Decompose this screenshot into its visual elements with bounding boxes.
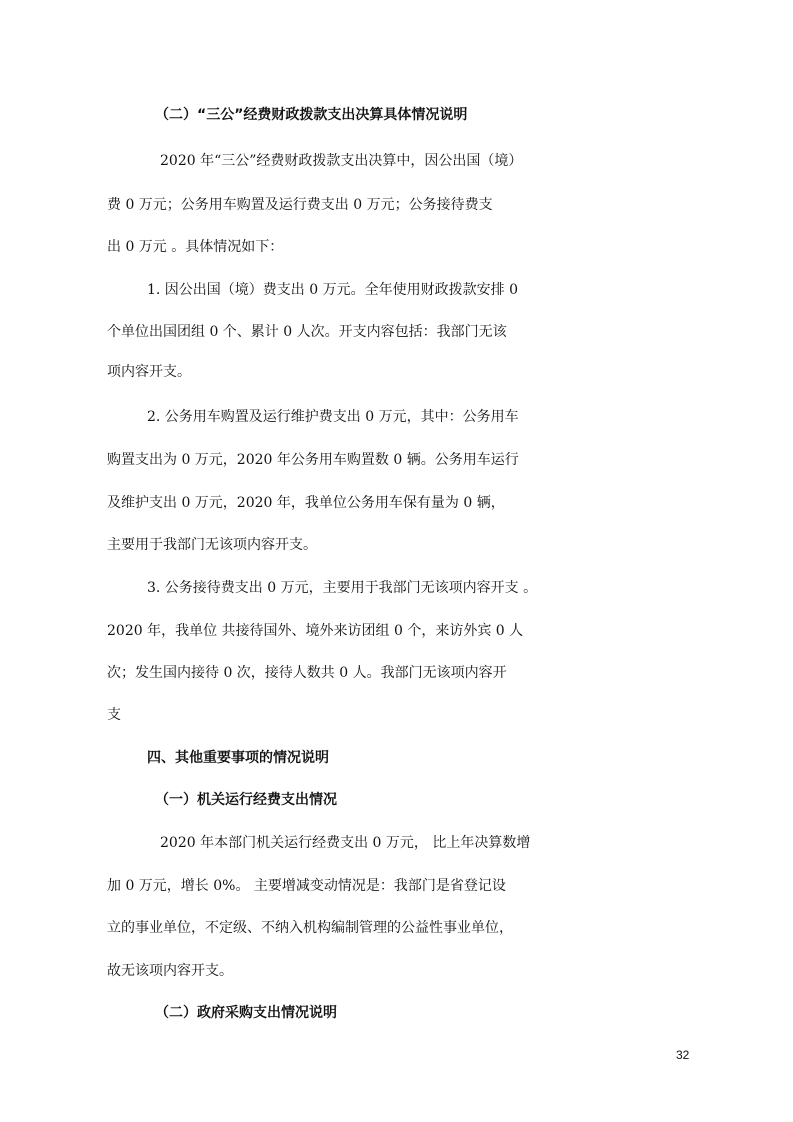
paragraph-line: 加 0 万元，增长 0%。 主要增减变动情况是：我部门是省登记设	[107, 878, 506, 894]
paragraph-line: 3. 公务接待费支出 0 万元，主要用于我部门无该项内容开支 。	[147, 580, 538, 596]
page-number: 32	[676, 1048, 690, 1062]
paragraph-line: 购置支出为 0 万元，2020 年公务用车购置数 0 辆。公务用车运行	[107, 452, 519, 468]
paragraph-line: 立的事业单位，不定级、不纳入机构编制管理的公益性事业单位，	[107, 920, 513, 936]
subsection-heading-jiguan: （一）机关运行经费支出情况	[155, 792, 337, 808]
paragraph-line: 2020 年本部门机关运行经费支出 0 万元， 比上年决算数增	[160, 835, 531, 851]
paragraph-line: 2. 公务用车购置及运行维护费支出 0 万元，其中：公务用车	[147, 409, 519, 425]
paragraph-line: 项内容开支。	[107, 364, 191, 380]
section-heading-4: 四、其他重要事项的情况说明	[147, 750, 329, 766]
paragraph-line: 出 0 万元 。具体情况如下：	[107, 239, 284, 255]
paragraph-line: 2020 年“三公”经费财政拨款支出决算中，因公出国（境）	[160, 153, 523, 169]
paragraph-line: 及维护支出 0 万元，2020 年，我单位公务用车保有量为 0 辆，	[107, 495, 505, 511]
paragraph-line: 个单位出国团组 0 个、累计 0 人次。开支内容包括：我部门无该	[107, 324, 507, 340]
paragraph-line: 1. 因公出国（境）费支出 0 万元。全年使用财政拨款安排 0	[147, 282, 518, 298]
paragraph-line: 费 0 万元；公务用车购置及运行费支出 0 万元；公务接待费支	[107, 197, 493, 213]
paragraph-line: 次；发生国内接待 0 次，接待人数共 0 人。我部门无该项内容开	[107, 665, 507, 681]
subsection-heading-caigou: （二）政府采购支出情况说明	[155, 1005, 337, 1021]
paragraph-line: 故无该项内容开支。	[107, 963, 233, 979]
section-heading-sangong: （二）“三公”经费财政拨款支出决算具体情况说明	[155, 107, 468, 123]
paragraph-line: 支	[107, 707, 121, 723]
paragraph-line: 2020 年，我单位 共接待国外、境外来访团组 0 个，来访外宾 0 人	[107, 623, 524, 639]
paragraph-line: 主要用于我部门无该项内容开支。	[107, 537, 317, 553]
